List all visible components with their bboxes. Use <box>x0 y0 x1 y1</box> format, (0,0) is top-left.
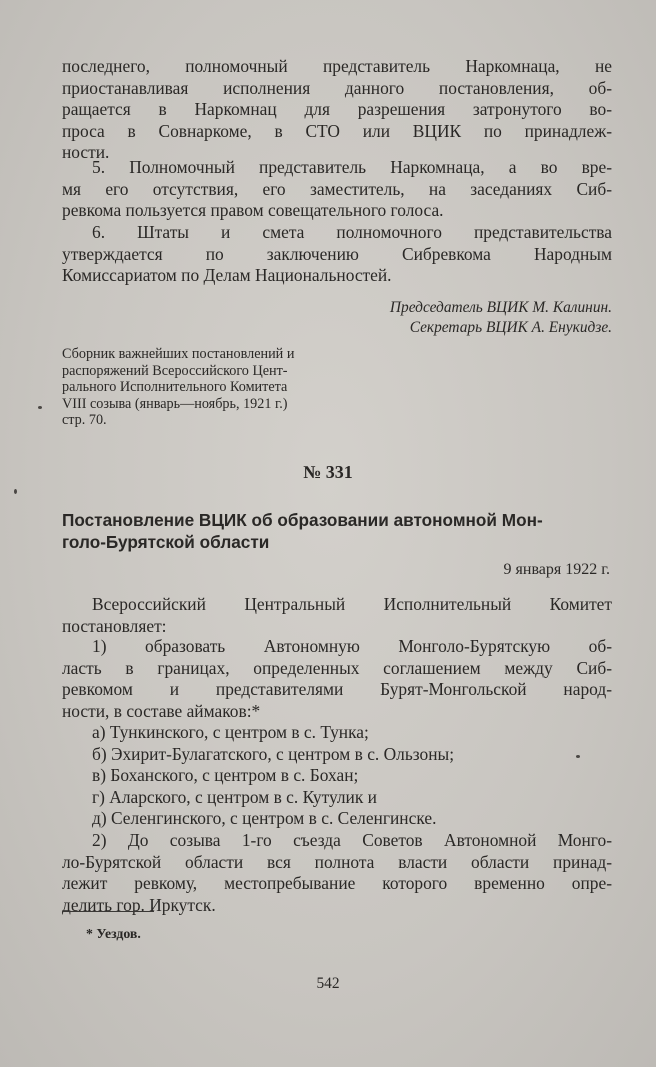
text-line: ло-Бурятской области вся полнота власти области принад- <box>62 851 612 872</box>
text-line: мя его отсутствия, его заместитель, на заседаниях Сиб- <box>62 178 612 199</box>
print-speck <box>14 489 17 494</box>
page-number: 542 <box>316 975 340 992</box>
heading-line: Постановление ВЦИК об образовании автономной Мон- <box>62 510 543 530</box>
item-6-paragraph <box>62 222 612 287</box>
clause-2-paragraph <box>62 830 612 916</box>
list-item: б) Эхирит-Булагатского, с центром в с. Ользоны; <box>92 743 455 764</box>
aimak-list <box>62 722 612 830</box>
text-line: приостанавливая исполнения данного постановления, об- <box>62 77 612 98</box>
text-line: ревкомом и представителями Бурят-Монгольской народ- <box>62 679 612 700</box>
text-line: Комиссариатом по Делам Национальностей. <box>62 265 392 286</box>
text-line: постановляет: <box>62 615 167 636</box>
document-date: 9 января 1922 г. <box>503 561 610 578</box>
text-line: последнего, полномочный представитель Наркомнаца, не <box>62 56 612 76</box>
list-item: д) Селенгинского, с центром в с. Селенгинске. <box>92 808 437 829</box>
citation-line: распоряжений Всероссийского Цент- <box>62 362 288 379</box>
text-line: ности, в составе аймаков:* <box>62 700 261 721</box>
citation-line: рального Исполнительного Комитета <box>62 379 288 396</box>
text-line: проса в Совнаркоме, в СТО или ВЦИК по принадлеж- <box>62 120 612 141</box>
text-line: утверждается по заключению Сибревкома Народным <box>62 243 612 264</box>
text-line: ращается в Наркомнац для разрешения затронутого во- <box>62 99 612 120</box>
preamble-paragraph <box>62 594 612 637</box>
list-item: а) Тункинского, с центром в с. Тунка; <box>92 722 369 742</box>
text-line: 6. Штаты и смета полномочного представительства <box>92 222 612 242</box>
item-5-paragraph <box>62 157 612 222</box>
text-line: 1) образовать Автономную Монголо-Бурятскую об- <box>92 636 612 656</box>
text-line: ности. <box>62 142 110 163</box>
text-line: Всероссийский Центральный Исполнительный Комитет <box>92 594 612 614</box>
source-citation <box>62 346 372 429</box>
heading-line: голо-Бурятской области <box>62 532 270 552</box>
continuation-paragraph <box>62 56 612 164</box>
chairman-signature: Председатель ВЦИК М. Калинин. <box>389 299 612 316</box>
text-line: ревкома пользуется правом совещательного голоса. <box>62 200 444 221</box>
print-speck <box>576 755 580 758</box>
clause-1-paragraph <box>62 636 612 722</box>
document-heading <box>62 509 614 553</box>
citation-line: VIII созыва (январь—ноябрь, 1921 г.) <box>62 395 288 412</box>
text-line: лежит ревкому, местопребывание которого временно опре- <box>62 873 612 894</box>
footnote: * Уездов. <box>86 926 141 941</box>
signature-block <box>390 298 612 338</box>
print-speck <box>38 406 42 409</box>
citation-line: Сборник важнейших постановлений и <box>62 346 295 362</box>
footnote-divider <box>62 911 154 912</box>
list-item: г) Аларского, с центром в с. Кутулик и <box>92 786 377 807</box>
text-line: 5. Полномочный представитель Наркомнаца, а во вре- <box>92 157 612 177</box>
text-line: 2) До созыва 1-го съезда Советов Автономной Монго- <box>92 830 612 850</box>
list-item: в) Боханского, с центром в с. Бохан; <box>92 765 359 786</box>
text-line: ласть в границах, определенных соглашением между Сиб- <box>62 657 612 678</box>
text-line: делить гор. Иркутск. <box>62 894 216 915</box>
secretary-signature: Секретарь ВЦИК А. Енукидзе. <box>409 319 612 336</box>
document-number: № 331 <box>303 462 353 482</box>
citation-line: стр. 70. <box>62 412 107 429</box>
